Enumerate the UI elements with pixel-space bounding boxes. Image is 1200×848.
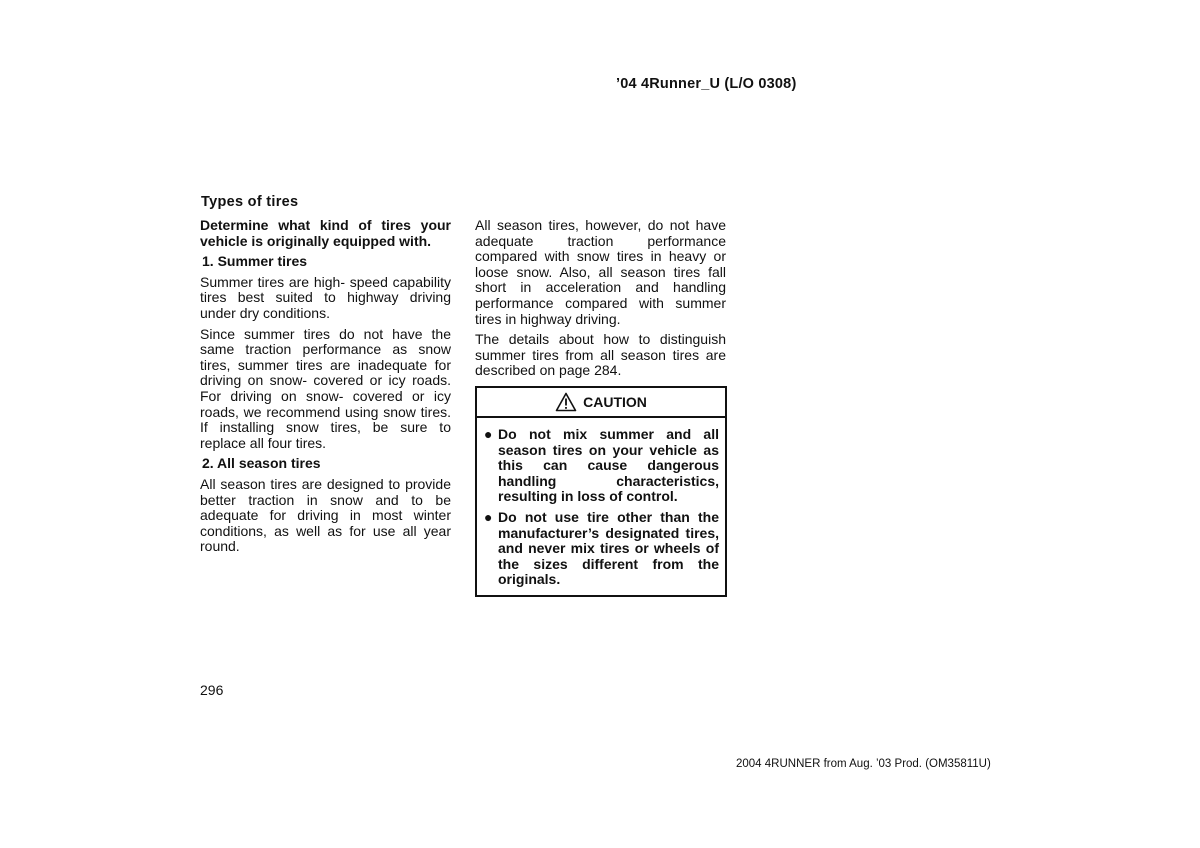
all-season-tires-paragraph: All season tires are designed to provide better traction in snow and to be adequate for driving in most winter conditions, as well as for use all year round.	[200, 475, 451, 555]
bullet-icon: ●	[484, 508, 493, 525]
caution-item-text: Do not mix summer and all season tires on your vehicle as this can cause dangerous handling characteristics, resulting in loss of control.	[498, 426, 719, 505]
section-title: Types of tires	[201, 194, 299, 210]
summer-tires-paragraph-2: Since summer tires do not have the same traction performance as snow tires, summer tires are inadequate for driving on snow- covered or icy roads. For driving on snow- covered or icy roads, we recommend using snow tires. If installing snow tires, be sure to replace all four tires.	[200, 325, 451, 451]
document-code-header: ’04 4Runner_U (L/O 0308)	[616, 76, 797, 92]
caution-box	[475, 386, 727, 597]
summer-tires-heading: 1. Summer tires	[202, 253, 308, 270]
warning-triangle-icon	[555, 392, 577, 412]
caution-title: CAUTION	[583, 394, 647, 410]
page-number: 296	[200, 682, 224, 698]
left-column	[200, 218, 451, 560]
caution-header	[477, 388, 725, 418]
page-reference-paragraph: The details about how to distinguish summer tires from all season tires are described on page 284.	[475, 331, 726, 379]
all-season-tires-heading: 2. All season tires	[202, 455, 321, 472]
caution-item	[484, 427, 719, 505]
lead-statement: Determine what kind of tires your vehicle is originally equipped with.	[200, 217, 451, 249]
all-season-limitations-paragraph: All season tires, however, do not have adequate traction performance compared with snow tires in heavy or loose snow. Also, all season tires fall short in acceleration and handling performance compared with summer tires in highway driving.	[475, 217, 726, 327]
footer-text: 2004 4RUNNER from Aug. ’03 Prod. (OM35811U)	[736, 758, 991, 770]
bullet-icon: ●	[484, 426, 493, 442]
caution-item-text: Do not use tire other than the manufacturer’s designated tires, and never mix tires or wheels of the sizes different from the originals.	[498, 508, 719, 588]
caution-item	[484, 510, 719, 588]
caution-list	[477, 418, 725, 588]
summer-tires-paragraph-1: Summer tires are high- speed capability tires best suited to highway driving under dry conditions.	[200, 273, 451, 321]
right-column	[475, 218, 726, 384]
